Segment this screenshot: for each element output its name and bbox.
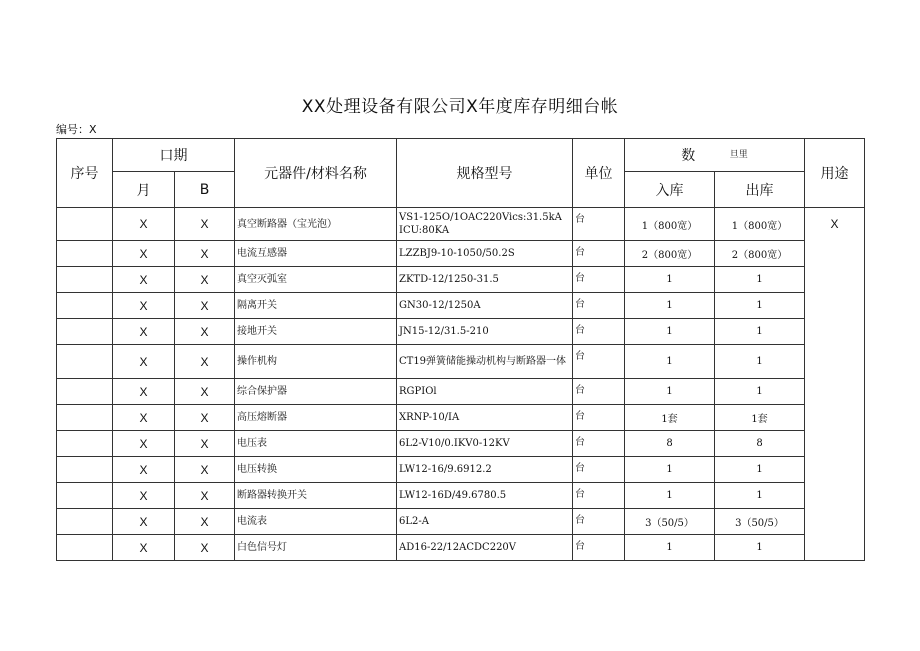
row-in: 2（800宽）	[625, 241, 715, 267]
row-seq	[57, 405, 113, 431]
row-seq	[57, 293, 113, 319]
table-row	[57, 509, 865, 535]
row-day: X	[175, 241, 235, 267]
row-in: 1	[625, 293, 715, 319]
row-spec: ZKTD-12/1250-31.5	[397, 267, 573, 293]
table-row	[57, 431, 865, 457]
row-name: 综合保护器	[235, 379, 397, 405]
row-unit: 台	[573, 483, 625, 509]
table-row	[57, 208, 865, 241]
row-spec: 6L2-V10/0.IKV0-12KV	[397, 431, 573, 457]
row-in: 1	[625, 535, 715, 561]
header-use: 用途	[805, 139, 865, 208]
row-spec: AD16-22/12ACDC220V	[397, 535, 573, 561]
row-spec: 6L2-A	[397, 509, 573, 535]
row-month: X	[113, 509, 175, 535]
table-row	[57, 483, 865, 509]
row-seq	[57, 535, 113, 561]
row-out: 1	[715, 319, 805, 345]
row-in: 1	[625, 483, 715, 509]
row-day: X	[175, 509, 235, 535]
row-seq	[57, 483, 113, 509]
table-row	[57, 405, 865, 431]
header-name: 元器件/材料名称	[235, 139, 397, 208]
row-spec: LZZBJ9-10-1050/50.2S	[397, 241, 573, 267]
row-unit: 台	[573, 431, 625, 457]
row-name: 接地开关	[235, 319, 397, 345]
row-seq	[57, 457, 113, 483]
row-name: 高压熔断器	[235, 405, 397, 431]
document-number: 编号：X	[56, 123, 97, 136]
header-month: 月	[113, 172, 175, 208]
row-seq	[57, 431, 113, 457]
table-row	[57, 267, 865, 293]
row-in: 8	[625, 431, 715, 457]
row-name: 电流表	[235, 509, 397, 535]
row-unit: 台	[573, 241, 625, 267]
row-day: X	[175, 483, 235, 509]
row-unit: 台	[573, 509, 625, 535]
row-spec: JN15-12/31.5-210	[397, 319, 573, 345]
row-out: 1	[715, 483, 805, 509]
header-seq: 序号	[57, 139, 113, 208]
row-out: 3（50/5）	[715, 509, 805, 535]
row-name: 电压表	[235, 431, 397, 457]
row-in: 1	[625, 345, 715, 379]
row-month: X	[113, 241, 175, 267]
row-seq	[57, 241, 113, 267]
row-out: 1	[715, 457, 805, 483]
row-month: X	[113, 345, 175, 379]
row-spec: GN30-12/1250A	[397, 293, 573, 319]
row-seq	[57, 379, 113, 405]
row-month: X	[113, 535, 175, 561]
row-seq	[57, 509, 113, 535]
row-in: 3（50/5）	[625, 509, 715, 535]
row-in: 1	[625, 319, 715, 345]
header-in: 入库	[625, 172, 715, 208]
row-unit: 台	[573, 267, 625, 293]
table-row	[57, 319, 865, 345]
inventory-ledger-table	[56, 138, 865, 561]
row-day: X	[175, 457, 235, 483]
table-row	[57, 379, 865, 405]
row-seq	[57, 345, 113, 379]
row-name: 隔离开关	[235, 293, 397, 319]
row-out: 1套	[715, 405, 805, 431]
row-day: X	[175, 319, 235, 345]
header-day: B	[175, 172, 235, 208]
row-in: 1	[625, 379, 715, 405]
header-quantity	[625, 139, 805, 172]
header-out: 出库	[715, 172, 805, 208]
row-month: X	[113, 483, 175, 509]
row-in: 1套	[625, 405, 715, 431]
row-out: 1	[715, 293, 805, 319]
row-day: X	[175, 208, 235, 241]
row-name: 真空灭弧室	[235, 267, 397, 293]
row-seq	[57, 208, 113, 241]
row-out: 1	[715, 535, 805, 561]
row-out: 1	[715, 379, 805, 405]
row-name: 操作机构	[235, 345, 397, 379]
row-month: X	[113, 405, 175, 431]
row-month: X	[113, 293, 175, 319]
row-name: 电压转换	[235, 457, 397, 483]
row-day: X	[175, 379, 235, 405]
row-out: 1	[715, 267, 805, 293]
row-spec: XRNP-10/IA	[397, 405, 573, 431]
row-out: 2（800宽）	[715, 241, 805, 267]
row-unit: 台	[573, 405, 625, 431]
row-month: X	[113, 208, 175, 241]
header-quantity-sub: 旦里	[729, 150, 748, 160]
row-day: X	[175, 345, 235, 379]
row-month: X	[113, 319, 175, 345]
row-out: 1（800宽）	[715, 208, 805, 241]
row-unit: 台	[573, 457, 625, 483]
row-unit: 台	[573, 208, 625, 241]
row-seq	[57, 319, 113, 345]
row-out: 8	[715, 431, 805, 457]
row-spec: CT19弹簧储能操动机构与断路器一体	[397, 345, 573, 379]
row-spec: LW12-16D/49.6780.5	[397, 483, 573, 509]
row-day: X	[175, 431, 235, 457]
row-unit: 台	[573, 345, 625, 379]
row-in: 1（800宽）	[625, 208, 715, 241]
row-day: X	[175, 293, 235, 319]
table-row	[57, 293, 865, 319]
row-name: 断路器转换开关	[235, 483, 397, 509]
row-spec: LW12-16/9.6912.2	[397, 457, 573, 483]
row-out: 1	[715, 345, 805, 379]
table-row	[57, 535, 865, 561]
row-name: 白色信号灯	[235, 535, 397, 561]
row-name: 真空断路器（宝光泡）	[235, 208, 397, 241]
use-value: X	[830, 217, 839, 231]
row-unit: 台	[573, 293, 625, 319]
row-day: X	[175, 405, 235, 431]
row-spec: VS1-125O/1OAC220Vics:31.5kA ICU:80KA	[397, 208, 573, 241]
row-month: X	[113, 457, 175, 483]
row-day: X	[175, 267, 235, 293]
row-spec: RGPIOl	[397, 379, 573, 405]
header-date: 口期	[113, 139, 235, 172]
row-unit: 台	[573, 535, 625, 561]
row-in: 1	[625, 457, 715, 483]
row-seq	[57, 267, 113, 293]
header-spec: 规格型号	[397, 139, 573, 208]
row-name: 电流互感器	[235, 241, 397, 267]
row-day: X	[175, 535, 235, 561]
row-use	[805, 208, 865, 561]
table-row	[57, 457, 865, 483]
page-title: XX处理设备有限公司X年度库存明细台帐	[301, 97, 619, 117]
row-month: X	[113, 267, 175, 293]
table-row	[57, 345, 865, 379]
header-unit: 单位	[573, 139, 625, 208]
row-month: X	[113, 379, 175, 405]
row-unit: 台	[573, 319, 625, 345]
row-in: 1	[625, 267, 715, 293]
header-quantity-label: 数	[681, 148, 696, 164]
table-row	[57, 241, 865, 267]
row-month: X	[113, 431, 175, 457]
row-unit: 台	[573, 379, 625, 405]
